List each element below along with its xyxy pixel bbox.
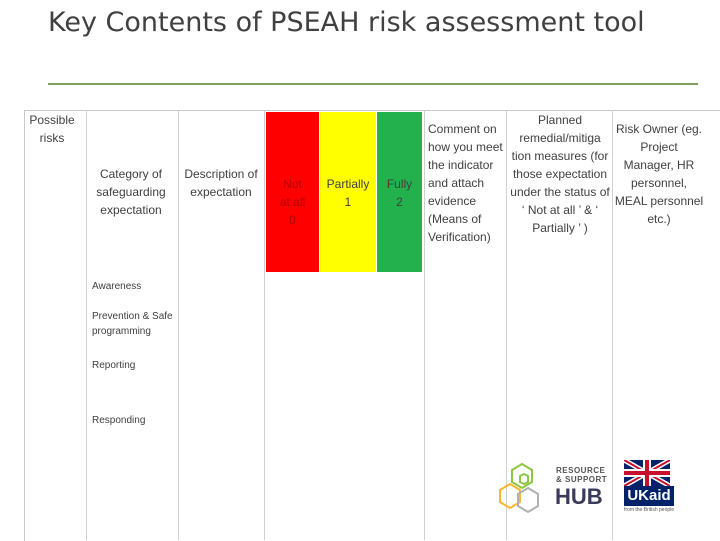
column-divider [264,110,265,540]
row-label-awareness: Awareness [92,281,142,292]
ukaid-tagline: from the British people [624,507,675,513]
header-description: Description of expectation [184,167,258,199]
status-partially-column [320,112,376,272]
union-flag-icon [624,460,670,486]
header-planned-measures: Planned remedial/mitiga tion measures (for those expectation under the status of ‘ Not at all ’ & ‘ Partially ’ ) [510,113,610,235]
hub-logo-line1: RESOURCE [556,466,606,475]
header-risk-owner: Risk Owner (eg. Project Manager, HR personnel, MEAL personnel etc.) [614,122,704,226]
header-possible-risks: Possible risks [29,113,75,145]
row-label-responding: Responding [92,415,146,426]
status-fully-label: Fully 2 [386,177,413,209]
ukaid-wordmark: UKaid [624,486,674,506]
column-divider [86,110,87,540]
header-comment: Comment on how you meet the indicator and attach evidence (Means of Verification) [428,122,503,244]
row-label-reporting: Reporting [92,360,136,371]
row-label-prevention: Prevention & Safe programming [92,311,173,337]
status-partially-label: Partially 1 [326,177,370,209]
hub-logo-line2: & SUPPORT [556,475,608,484]
hub-logo-line3: HUB [555,484,603,509]
status-not-at-all-column [266,112,319,272]
ukaid-logo [624,460,676,520]
column-divider [178,110,179,540]
status-fully-column [377,112,422,272]
column-divider [424,110,425,540]
resource-support-hub-logo [496,460,616,520]
status-not-at-all-label: Not at all 0 [279,177,306,227]
header-category: Category of safeguarding expectation [96,167,166,217]
title-underline [48,83,698,85]
slide-title: Key Contents of PSEAH risk assessment tool [48,7,645,38]
